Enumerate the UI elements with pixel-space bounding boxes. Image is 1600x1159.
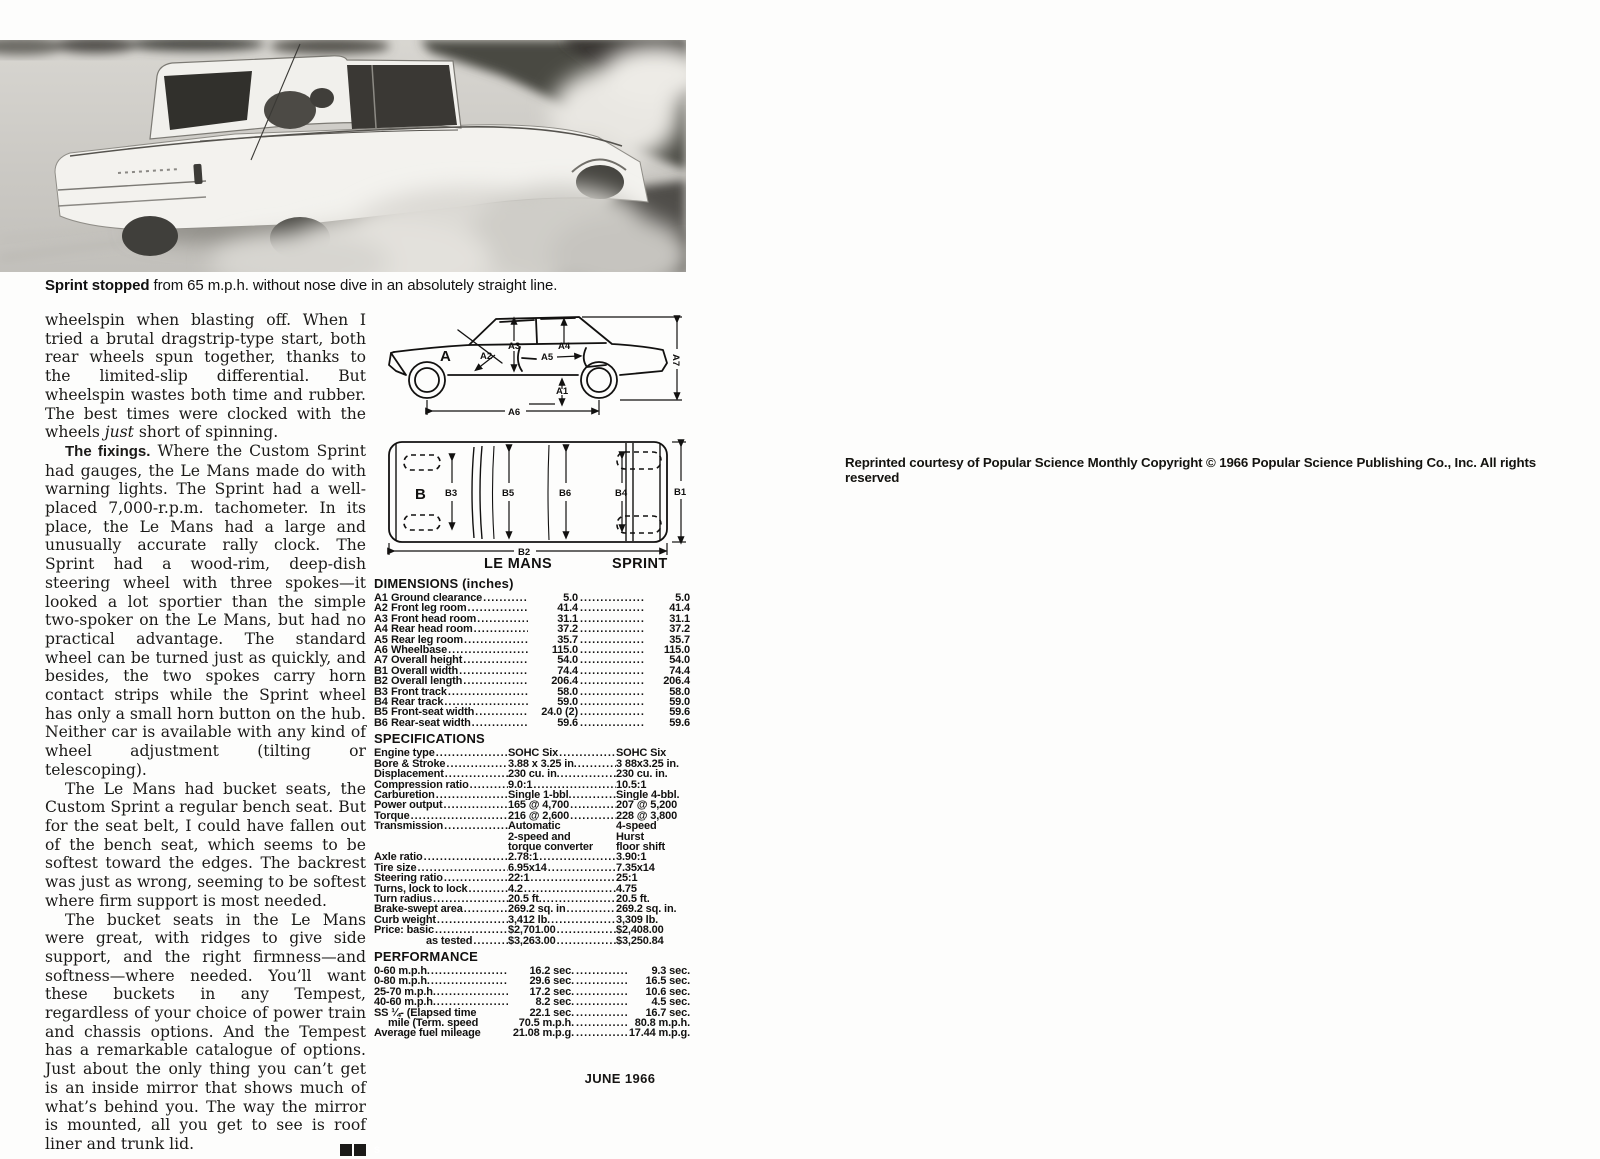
label-B3: B3 [445,488,458,499]
dimension-name: Rear head room [391,623,473,636]
dot-leader [473,624,528,634]
lemans-value: 2-speed and [508,831,571,842]
sprint-value: 25:1 [616,873,638,884]
label-B4: B4 [615,488,628,499]
spec-label: Transmission [374,820,444,833]
dot-leader [443,821,508,831]
lemans-value: 22.1 sec. [529,1006,574,1019]
column-header-lemans: LE MANS [484,556,553,572]
lemans-value: Single 1-bbl. [508,789,572,801]
dot-leader [443,873,508,883]
dot-leader [436,987,508,997]
article-paragraph: The bucket seats in the Le Mans were great, with ridges to give side support, and the right firmness—and softness—where needed. You’ll want these buckets in any Tempest, regardless of your choice of power train and chassis options. And the Tempest has a remarkable catalogue of options. Just about the only thing you can’t get is an inside mirror that shows much of what’s behind you. The way the mirror is mounted, all you get to see is roof liner and trunk lid. S [45,911,366,1154]
dimension-name: Front leg room [391,602,467,615]
lemans-value: 6.95x14 [508,862,547,874]
performance-label: 0-60 m.p.h. [374,965,430,977]
lemans-value: 165 @ 4,700 [508,800,570,811]
sprint-value: 4-speed [616,821,657,832]
dimension-code: A5 [374,633,388,646]
dot-leader [463,635,528,645]
caption-lead: Sprint stopped [45,277,150,294]
dimension-name: Overall height [391,654,463,667]
sprint-value: 4.75 [616,883,637,894]
dot-leader [445,759,508,769]
spec-label: Torque [374,809,410,822]
sprint-value: 35.7 [669,633,690,646]
issue-date: JUNE 1966 [584,1071,656,1086]
dot-leader [463,904,508,914]
lemans-value: 29.6 sec. [529,975,574,988]
lemans-value-box [508,748,616,758]
lemans-value: 3,412 lb. [508,914,551,926]
label-A2: A2 [480,351,493,362]
dimension-code: B4 [374,696,388,709]
lemans-value: 59.6 [557,716,578,729]
dot-leader [578,645,644,655]
lemans-value: 22:1 [508,873,530,884]
sprint-value: 206.4 [663,675,690,688]
sprint-value: $2,408.00 [616,925,664,936]
dimension-name: Wheelbase [391,644,448,657]
lemans-value: $2,701.00 [508,925,556,936]
dimension-code: A2 [374,602,388,615]
spec-tables-column [374,556,690,1039]
spec-label: Axle ratio [374,851,423,864]
performance-label: Average fuel mileage [374,1027,481,1040]
dot-leader [578,718,644,728]
lemans-value-box [508,759,616,769]
dot-leader [423,852,508,862]
dimension-name: Overall length [391,675,463,688]
dot-leader [435,748,508,758]
photo-caption [45,277,665,294]
lemans-value: 3.88 x 3.25 in. [508,758,577,770]
label-A6: A6 [508,407,521,418]
lemans-value: 269.2 sq. in [508,904,566,915]
lemans-value: 206.4 [551,675,578,688]
dot-leader [574,976,628,986]
lemans-value: 9.0:1 [508,779,533,790]
dot-leader [560,769,616,779]
dot-leader [529,873,616,883]
spec-label: Turn radius [374,892,433,905]
sprint-value: 10.6 sec. [645,985,690,998]
dot-leader [482,593,528,603]
label-B2: B2 [518,547,531,557]
sprint-value: 7.35x14 [616,862,655,874]
sprint-value: 115.0 [663,644,690,657]
lemans-value-box [508,780,616,790]
dot-leader [593,842,616,852]
specification-row [374,821,690,831]
sprint-value: 74.4 [669,664,690,677]
sprint-value: SOHC Six [616,748,667,759]
lemans-value-box [508,873,616,883]
lemans-value: SOHC Six [508,748,559,759]
dimension-code: A4 [374,623,388,636]
specification-row [374,873,690,883]
lemans-value: 58.0 [557,685,578,698]
lemans-value: 2.78:1 [508,852,539,863]
sprint-value: floor shift [616,841,666,853]
spec-label: Compression ratio [374,778,469,791]
lemans-value: 37.2 [557,623,578,636]
lemans-value-box [508,936,616,946]
spec-label: as tested [426,934,473,947]
top-view-dimension-diagram [374,431,694,557]
sprint-value: 16.5 sec. [645,975,690,988]
lemans-value: 4.2 [508,883,523,894]
lemans-value-box [508,852,616,862]
sprint-value: 59.6 [669,716,690,729]
lemans-value-box [508,842,616,852]
lemans-value: 20.5 ft. [508,893,542,905]
spec-label: Turns, lock to lock [374,882,468,895]
label-B: B [415,486,426,503]
lemans-value: 31.1 [557,612,578,625]
sprint-value: 230 cu. in. [616,769,668,780]
article-paragraph: The fixings. Where the Custom Sprint had gauges, the Le Mans made do with warning lights. The Sprint had a well-placed 7,000-r.p.m. tachometer. In its place, the Le Mans had a large and unusually accurate rally clock. The Sprint had a wood-rim, deep-dish steering wheel with three spokes—it looked a lot sportier than the simple two-spoker on the Le Mans, but had no practical advantage. The standard wheel can be turned just as quickly, and besides, the two spokes carry horn contact strips while the Sprint wheel has only a small horn button on the hub. Neither car is available with any kind of wheel adjustment (tilting or telescoping). [45,441,366,779]
dot-leader [578,614,644,624]
sprint-value: 37.2 [669,623,690,636]
lemans-value: 5.0 [563,592,578,604]
dot-leader [574,997,628,1007]
dot-leader [578,655,644,665]
performance-row [374,1028,690,1038]
spec-label: Price: basic [374,924,434,937]
dot-leader [468,884,508,894]
dot-leader [571,790,616,800]
dot-leader [558,748,616,758]
dot-leader [444,769,508,779]
specification-row [374,852,690,862]
lemans-value-box [508,894,616,904]
dot-leader [560,821,616,831]
lemans-value: 59.0 [557,696,578,709]
dot-leader [462,676,528,686]
dot-leader [578,666,644,676]
sprint-value: 16.7 sec. [645,1006,690,1019]
lemans-value: $3,263.00 [508,935,556,946]
spec-label: Carburetion [374,788,435,801]
lemans-value: torque converter [508,841,594,853]
sprint-value: 3,309 lb. [616,914,659,926]
performance-label: SS ¼- (Elapsed time [374,1006,477,1019]
label-B6: B6 [559,488,572,499]
dot-leader [569,800,616,810]
lemans-value: Automatic [508,821,561,832]
sprint-value: 59.0 [669,696,690,709]
sprint-value: 5.0 [675,592,690,604]
photo-illustration [0,40,686,272]
dot-leader [578,593,644,603]
lemans-value-box [508,915,616,925]
specification-row [374,832,690,842]
dimension-code: A7 [374,654,388,667]
lemans-value: 230 cu. in. [508,769,560,780]
dimension-name: Rear track [391,696,444,709]
article-paragraph: wheelspin when blasting off. When I tried a brutal dragstrip-type start, both rear wheels spun together, thanks to the limited-slip differential. But wheelspin wastes both time and rubber. The best times were clocked with the wheels just short of spinning. [45,311,366,442]
dot-leader [578,624,644,634]
sprint-value: 207 @ 5,200 [616,800,678,811]
performance-label: 25-70 m.p.h. [374,985,436,998]
dot-leader [538,852,616,862]
sprint-value: 3.90:1 [616,852,647,863]
lemans-value-box [508,790,616,800]
end-of-article-mark: S [318,1139,366,1158]
spec-label: Engine type [374,747,435,760]
dot-leader [458,666,528,676]
dot-leader [550,915,616,925]
dot-leader [556,936,616,946]
spec-label: Steering ratio [374,872,443,885]
dimension-code: A1 [374,592,388,604]
dot-leader [462,655,528,665]
spec-label: Power output [374,799,443,812]
performance-label: 0-80 m.p.h. [374,975,430,988]
copyright-notice: Reprinted courtesy of Popular Science Monthly Copyright © 1966 Popular Science Publishing Co., Inc. All rights reserved [845,455,1537,485]
spec-label: Curb weight [374,913,436,926]
dimension-name: Ground clearance [391,592,483,604]
lemans-value: 41.4 [557,602,578,615]
lemans-value-box [508,832,616,842]
label-A5: A5 [541,352,554,363]
lemans-value: 216 @ 2,600 [508,810,570,822]
dot-leader [578,603,644,613]
sprint-value: 59.6 [669,706,690,719]
dot-leader [436,915,508,925]
sprint-value: Hurst [616,831,644,842]
lemans-value: 16.2 sec. [529,965,574,977]
dot-leader [476,614,528,624]
dot-leader [523,884,616,894]
performance-table [374,966,690,1039]
dot-leader [542,894,616,904]
spec-label: Brake-swept area [374,903,463,916]
dot-leader [571,832,616,842]
specification-row [374,936,690,946]
dimension-row [374,718,690,728]
dot-leader [556,925,616,935]
dot-leader [430,966,508,976]
sprint-value: 4.5 sec. [651,996,690,1009]
sprint-value: 54.0 [669,654,690,667]
dimensions-title: DIMENSIONS (inches) [374,576,514,591]
dimension-code: B6 [374,716,388,729]
specification-row [374,800,690,810]
lemans-value-box [508,884,616,894]
sprint-value: 80.8 m.p.h. [634,1017,690,1030]
lemans-value-box [508,821,616,831]
sprint-value: 58.0 [669,685,690,698]
dimension-code: A6 [374,644,388,657]
dimension-code: B5 [374,706,388,719]
sprint-value: 17.44 m.p.g. [628,1027,690,1040]
lemans-value: 21.08 m.p.g. [512,1027,574,1040]
dot-leader [574,987,628,997]
dimension-name: Front-seat width [391,706,475,719]
specifications-title: SPECIFICATIONS [374,731,485,747]
sprint-value: Single 4-bbl. [616,789,680,801]
spec-label: Tire size [374,861,417,874]
label-A1: A1 [556,386,569,397]
sprint-value: 31.1 [669,612,690,625]
dot-leader [578,676,644,686]
label-A7: A7 [670,354,681,367]
dot-leader [471,718,528,728]
dot-leader [547,863,616,873]
sprint-value: $3,250.84 [616,935,664,946]
table-column-headers [374,556,690,573]
dot-leader [469,780,508,790]
dot-leader [442,800,508,810]
lemans-value-box [508,800,616,810]
sprint-value: 41.4 [669,602,690,615]
dot-leader [578,707,644,717]
lemans-value: 17.2 sec. [529,985,574,998]
column-header-sprint: SPRINT [612,556,668,572]
lemans-value-box [508,863,616,873]
dimension-name: Rear leg room [391,633,464,646]
dot-leader [577,759,616,769]
dot-leader [435,790,508,800]
caption-rest: from 65 m.p.h. without nose dive in an absolutely straight line. [149,277,558,294]
lemans-value: 8.2 sec. [535,996,574,1009]
dot-leader [574,1018,628,1028]
dot-leader [578,687,644,697]
lemans-value: 74.4 [557,664,578,677]
lemans-value-box [508,904,616,914]
lemans-value: 115.0 [551,644,578,657]
dot-leader [574,1008,628,1018]
sprint-value: 228 @ 3,800 [616,810,678,822]
dot-leader [472,936,508,946]
lemans-value-box [508,925,616,935]
dimension-code: B3 [374,685,388,698]
dimension-name: Overall width [391,664,459,677]
label-B5: B5 [502,488,515,499]
lemans-value: 35.7 [557,633,578,646]
specification-row [374,769,690,779]
sprint-value: 3 88x3.25 in. [616,758,679,770]
dot-leader [574,966,628,976]
dimension-code: B2 [374,675,388,688]
lemans-value: 70.5 m.p.h. [518,1017,574,1030]
dimensions-table [374,593,690,728]
dot-leader [447,687,528,697]
dot-leader [430,976,508,986]
dot-leader [578,697,644,707]
dimension-code: A3 [374,612,388,625]
performance-label: 40-60 m.p.h. [374,996,436,1009]
label-A3: A3 [508,341,521,352]
specification-row [374,925,690,935]
spec-label: Displacement [374,768,444,781]
lemans-value: 54.0 [557,654,578,667]
lemans-value-box [508,769,616,779]
dimension-name: Front track [391,685,447,698]
sprint-value: 9.3 sec. [651,965,690,977]
dot-leader [474,707,528,717]
sprint-value: 20.5 ft. [616,893,650,905]
lemans-value-box [508,811,616,821]
sprint-value: 10.5:1 [616,779,647,790]
dot-leader [566,904,616,914]
sprint-value: 269.2 sq. in. [616,904,677,915]
lemans-value: 24.0 (2) [541,706,578,719]
spec-label: Bore & Stroke [374,757,446,770]
dimension-name: Front head room [391,612,477,625]
dimension-label [374,718,471,728]
side-view-dimension-diagram [374,303,694,433]
label-B1: B1 [674,487,687,498]
article-paragraph: The Le Mans had bucket seats, the Custom Sprint a regular bench seat. But for the seat belt, I could have fallen out of the bench seat, which seems to be softest toward the edges. The backrest was just as wrong, seeming to be softest where firm support is most needed. [45,779,367,910]
dot-leader [569,811,616,821]
dot-leader [532,780,616,790]
performance-label: mile (Term. speed [388,1017,479,1030]
label-A: A [440,348,451,365]
label-A4: A4 [558,341,571,352]
dot-leader [574,1028,628,1038]
dot-leader [578,635,644,645]
specifications-table [374,748,690,946]
dimension-code: B1 [374,664,388,677]
braking-test-photo [0,40,686,272]
dimension-name: Rear-seat width [391,716,471,729]
performance-title: PERFORMANCE [374,949,479,964]
